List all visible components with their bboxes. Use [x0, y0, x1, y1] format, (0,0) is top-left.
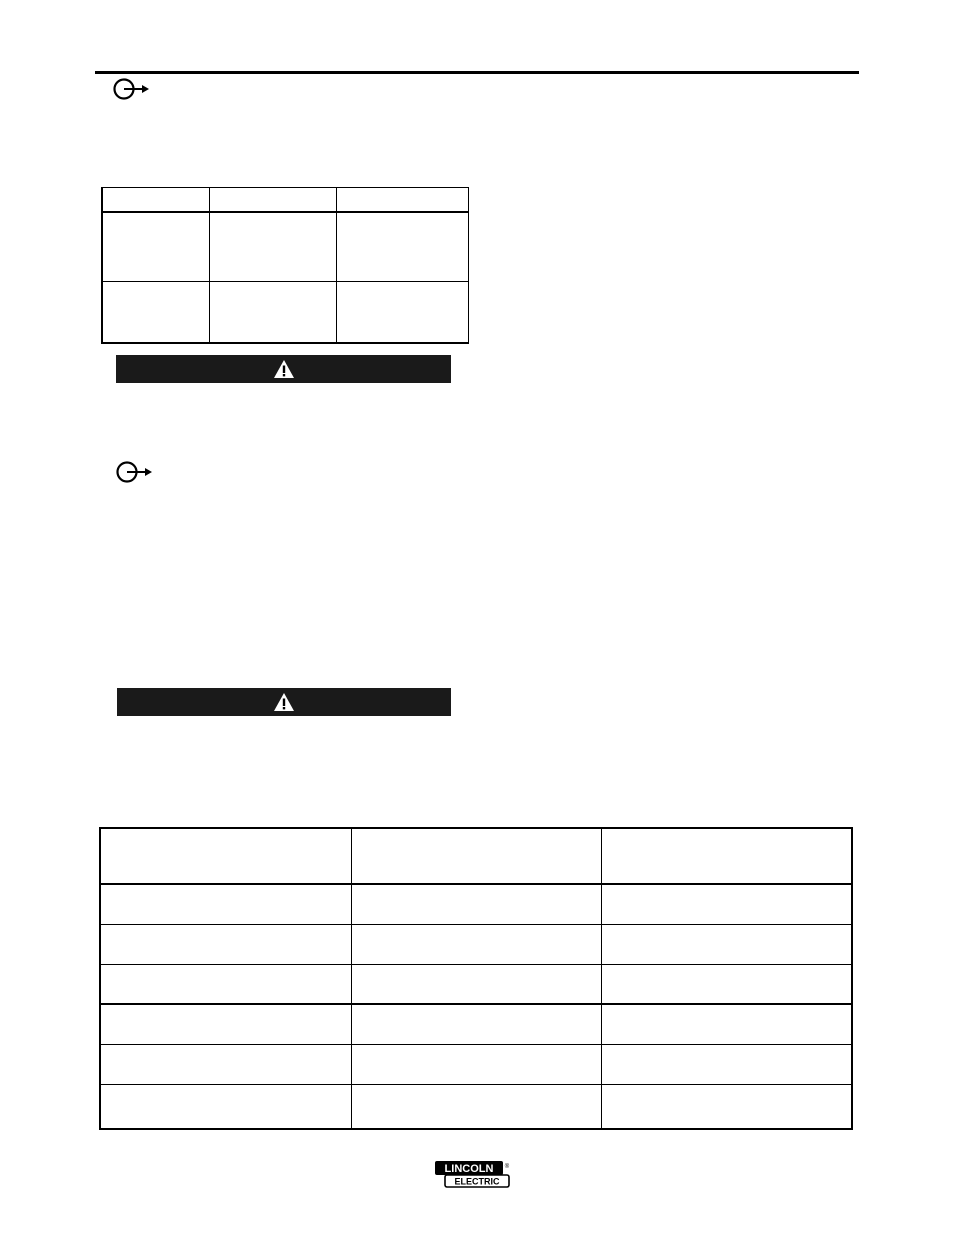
table-cell [100, 1004, 352, 1044]
table-cell [602, 924, 853, 964]
table-cell [337, 282, 469, 343]
table-header-cell [337, 188, 469, 212]
table-cell [337, 212, 469, 282]
table-cell [352, 964, 602, 1004]
table-header-cell [352, 828, 602, 884]
return-arrow-icon[interactable] [112, 77, 150, 101]
logo-line-1: LINCOLN [444, 1163, 494, 1175]
table-header-cell [602, 828, 853, 884]
table-cell [602, 884, 853, 924]
logo-line-2: ELECTRIC [454, 1176, 500, 1187]
table-row [100, 884, 852, 924]
table-header-cell [102, 188, 210, 212]
warning-banner [117, 688, 451, 716]
table-cell [102, 282, 210, 343]
return-arrow-icon[interactable] [115, 460, 153, 484]
table-header-row [102, 188, 469, 212]
spec-table-small [101, 187, 469, 344]
table-cell [210, 282, 337, 343]
table-cell [100, 1084, 352, 1129]
table-row [100, 964, 852, 1004]
table-header-cell [100, 828, 352, 884]
top-rule [95, 71, 859, 74]
table-cell [352, 1004, 602, 1044]
table-cell [100, 884, 352, 924]
table-cell [602, 1004, 853, 1044]
table-cell [100, 1044, 352, 1084]
table-row [102, 282, 469, 343]
table-cell [352, 884, 602, 924]
table-row [100, 924, 852, 964]
table-cell [602, 1084, 853, 1129]
table-row [100, 1044, 852, 1084]
table-header-row [100, 828, 852, 884]
table-row [102, 212, 469, 282]
table-cell [100, 964, 352, 1004]
warning-triangle-icon [273, 692, 295, 712]
table-row [100, 1084, 852, 1129]
table-row [100, 1004, 852, 1044]
spec-table-large [99, 827, 853, 1130]
table-cell [352, 924, 602, 964]
lincoln-electric-logo [434, 1160, 512, 1190]
table-cell [352, 1044, 602, 1084]
warning-triangle-icon [273, 359, 295, 379]
table-cell [602, 1044, 853, 1084]
logo-registered-mark: ® [504, 1164, 510, 1170]
table-cell [210, 212, 337, 282]
table-header-cell [210, 188, 337, 212]
warning-banner [116, 355, 451, 383]
table-cell [100, 924, 352, 964]
table-cell [102, 212, 210, 282]
table-cell [602, 964, 853, 1004]
table-cell [352, 1084, 602, 1129]
